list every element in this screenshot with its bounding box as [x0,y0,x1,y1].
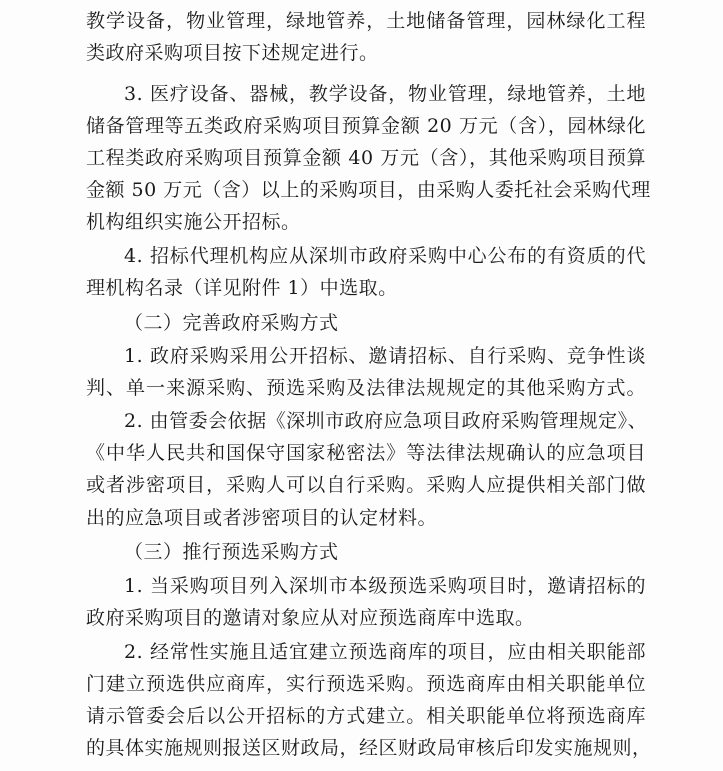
text-line: 4. 招标代理机构应从深圳市政府采购中心公布的有资质的代 [124,245,646,267]
text-line: 政府采购项目的邀请对象应从对应预选商库中选取。 [86,607,535,629]
text-line: 出的应急项目或者涉密项目的认定材料。 [86,507,438,529]
text-line: 判、单一来源采购、预选采购及法律法规规定的其他采购方式。 [86,377,646,399]
text-line: 或者涉密项目，采购人可以自行采购。采购人应提供相关部门做 [86,474,646,496]
text-line: 教学设备，物业管理，绿地管养，土地储备管理，园林绿化工程 [86,10,646,32]
text-line: 工程类政府采购项目预算金额 40 万元（含），其他采购项目预算 [86,147,646,169]
text-line: 3. 医疗设备、器械，教学设备，物业管理，绿地管养，土地 [124,83,646,105]
text-line: 2. 由管委会依据《深圳市政府应急项目政府采购管理规定》、 [124,410,648,432]
text-line: 金额 50 万元（含）以上的采购项目，由采购人委托社会采购代理 [86,179,651,201]
text-line: 的具体实施规则报送区财政局，经区财政局审核后印发实施规则， [86,737,652,759]
text-line: 类政府采购项目按下述规定进行。 [86,42,379,64]
section-heading: （三）推行预选采购方式 [124,541,339,563]
text-line: 门建立预选供应商库，实行预选采购。预选商库由相关职能单位 [86,673,646,695]
text-line: 理机构名录（详见附件 1）中选取。 [86,277,398,299]
text-line: 2. 经常性实施且适宜建立预选商库的项目，应由相关职能部 [124,641,646,663]
text-line: 1. 政府采购采用公开招标、邀请招标、自行采购、竞争性谈 [124,345,646,367]
text-line: 《中华人民共和国保守国家秘密法》等法律法规确认的应急项目 [86,442,646,464]
text-line: 1. 当采购项目列入深圳市本级预选采购项目时，邀请招标的 [124,575,646,597]
text-line: 储备管理等五类政府采购项目预算金额 20 万元（含），园林绿化 [86,115,646,137]
text-line: 请示管委会后以公开招标的方式建立。相关职能单位将预选商库 [86,705,646,727]
text-line: 机构组织实施公开招标。 [86,211,301,233]
section-heading: （二）完善政府采购方式 [124,312,339,334]
